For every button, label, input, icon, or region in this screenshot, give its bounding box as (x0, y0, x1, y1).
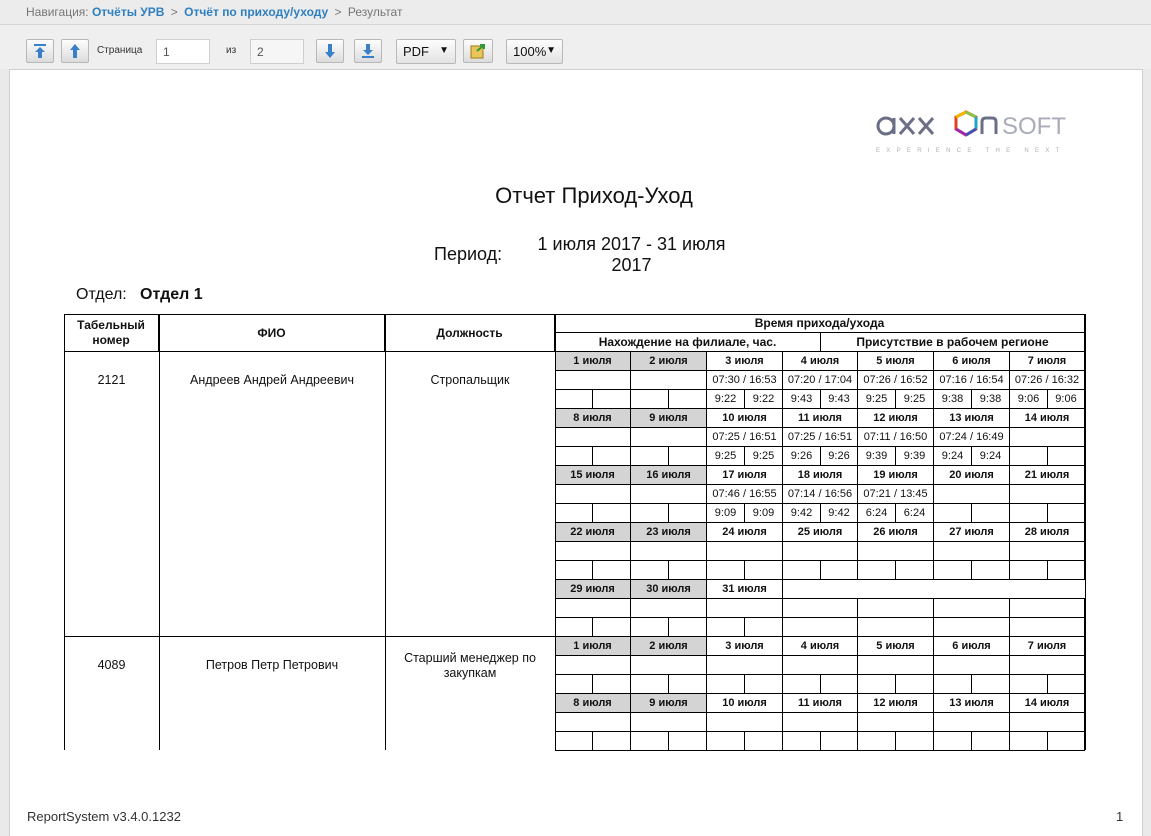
arrival-departure-cell (707, 599, 783, 618)
in-region-hours-cell: 9:42 (821, 504, 858, 523)
logo-tagline: EXPERIENCE THE NEXT (876, 148, 1066, 154)
in-region-hours-cell: 9:25 (745, 447, 783, 466)
empty-cell (934, 618, 1010, 637)
on-site-hours-cell (631, 390, 669, 409)
empty-cell (858, 618, 934, 637)
breadcrumb-prefix: Навигация: (26, 5, 89, 19)
arrival-departure-cell (555, 428, 631, 447)
day-header: 14 июля (1010, 694, 1085, 713)
employee-fio: Петров Петр Петрович (205, 658, 339, 672)
day-header: 3 июля (707, 352, 783, 371)
day-header: 20 июля (934, 466, 1010, 485)
arrival-departure-cell: 07:46 / 16:55 (707, 485, 783, 504)
arrival-departure-cell (934, 656, 1010, 675)
empty-cell (1010, 580, 1085, 599)
period-value (530, 234, 733, 276)
day-header: 2 июля (631, 352, 707, 371)
on-site-hours-cell (783, 732, 821, 751)
export-button[interactable] (463, 39, 493, 63)
on-site-hours-cell (1010, 675, 1048, 694)
of-label: из (226, 45, 237, 56)
employee-position (385, 373, 555, 388)
on-site-hours-cell: 9:42 (783, 504, 821, 523)
arrival-departure-cell (555, 542, 631, 561)
day-header: 14 июля (1010, 409, 1085, 428)
arrival-departure-cell (555, 713, 631, 732)
day-header: 27 июля (934, 523, 1010, 542)
on-site-hours-cell: 6:24 (858, 504, 896, 523)
day-header: 5 июля (858, 637, 934, 656)
arrival-departure-cell (631, 599, 707, 618)
arrival-departure-cell (1010, 485, 1085, 504)
on-site-hours-cell (555, 561, 593, 580)
day-header: 13 июля (934, 694, 1010, 713)
empty-cell (858, 599, 934, 618)
in-region-hours-cell (593, 675, 631, 694)
in-region-hours-cell (972, 732, 1010, 751)
employee-separator (64, 636, 555, 637)
in-region-hours-cell (1048, 732, 1085, 751)
last-page-icon (361, 43, 375, 59)
day-header: 6 июля (934, 352, 1010, 371)
report-toolbar (0, 25, 1151, 69)
page-label: Страница (97, 45, 143, 56)
day-header: 12 июля (858, 694, 934, 713)
axxonsoft-logo (874, 107, 1084, 157)
arrival-departure-cell (934, 713, 1010, 732)
arrival-departure-cell (1010, 656, 1085, 675)
table-column-border (555, 314, 556, 750)
in-region-hours-cell (896, 561, 934, 580)
breadcrumb-separator: > (170, 5, 178, 19)
column-header-fio: ФИО (159, 314, 385, 352)
in-region-hours-cell: 9:24 (972, 447, 1010, 466)
arrival-departure-cell: 07:20 / 17:04 (783, 371, 858, 390)
export-format-value: PDF (403, 44, 429, 59)
day-header: 19 июля (858, 466, 934, 485)
in-region-hours-cell (1048, 561, 1085, 580)
arrival-departure-cell: 07:30 / 16:53 (707, 371, 783, 390)
department-label: Отдел: (76, 286, 127, 303)
day-header: 30 июля (631, 580, 707, 599)
on-site-hours-cell: 9:26 (783, 447, 821, 466)
day-header: 26 июля (858, 523, 934, 542)
arrival-departure-cell: 07:24 / 16:49 (934, 428, 1010, 447)
in-region-hours-cell (669, 732, 707, 751)
arrival-departure-cell (783, 542, 858, 561)
in-region-hours-cell (669, 618, 707, 637)
day-header: 6 июля (934, 637, 1010, 656)
in-region-hours-cell (593, 390, 631, 409)
on-site-hours-cell (631, 447, 669, 466)
arrival-departure-cell (707, 542, 783, 561)
day-header: 21 июля (1010, 466, 1085, 485)
arrival-departure-cell (555, 485, 631, 504)
arrival-departure-cell (555, 371, 631, 390)
on-site-hours-cell (934, 732, 972, 751)
day-header: 3 июля (707, 637, 783, 656)
in-region-hours-cell (821, 561, 858, 580)
in-region-hours-cell (669, 390, 707, 409)
column-header-on-site: Нахождение на филиале, час. (555, 333, 821, 352)
export-icon (469, 42, 487, 60)
in-region-hours-cell (821, 675, 858, 694)
on-site-hours-cell (783, 675, 821, 694)
arrival-departure-cell: 07:11 / 16:50 (858, 428, 934, 447)
day-header: 4 июля (783, 637, 858, 656)
arrival-departure-cell: 07:16 / 16:54 (934, 371, 1010, 390)
on-site-hours-cell (631, 618, 669, 637)
in-region-hours-cell (669, 675, 707, 694)
table-header-bottom-border (64, 351, 555, 352)
empty-cell (783, 580, 858, 599)
arrival-departure-cell (555, 599, 631, 618)
arrow-up-icon (68, 43, 82, 59)
in-region-hours-cell: 6:24 (896, 504, 934, 523)
arrival-departure-cell (1010, 713, 1085, 732)
position-line: Стропальщик (430, 373, 510, 387)
in-region-hours-cell: 9:22 (745, 390, 783, 409)
breadcrumb-link-reports[interactable]: Отчёты УРВ (91, 5, 165, 19)
arrival-departure-cell (783, 713, 858, 732)
column-header-in-region: Присутствие в рабочем регионе (821, 333, 1085, 352)
on-site-hours-cell: 9:24 (934, 447, 972, 466)
in-region-hours-cell: 9:43 (821, 390, 858, 409)
day-header: 4 июля (783, 352, 858, 371)
on-site-hours-cell: 9:38 (934, 390, 972, 409)
on-site-hours-cell (707, 732, 745, 751)
empty-cell (1010, 618, 1085, 637)
arrival-departure-cell (631, 542, 707, 561)
in-region-hours-cell (972, 504, 1010, 523)
chevron-down-icon: ▼ (546, 45, 556, 56)
on-site-hours-cell (707, 618, 745, 637)
on-site-hours-cell (631, 675, 669, 694)
arrival-departure-cell (631, 371, 707, 390)
on-site-hours-cell (707, 675, 745, 694)
first-page-button[interactable] (26, 39, 54, 63)
on-site-hours-cell: 9:43 (783, 390, 821, 409)
in-region-hours-cell: 9:39 (896, 447, 934, 466)
day-header: 11 июля (783, 694, 858, 713)
arrow-down-icon (323, 43, 337, 59)
day-header: 25 июля (783, 523, 858, 542)
table-column-border (159, 314, 160, 750)
on-site-hours-cell (783, 561, 821, 580)
position-line: Старший менеджер по (404, 651, 536, 665)
total-pages-field (250, 39, 304, 64)
on-site-hours-cell: 9:39 (858, 447, 896, 466)
breadcrumb (26, 5, 402, 19)
header-text: Табельный (77, 317, 145, 332)
empty-cell (858, 580, 934, 599)
day-header: 24 июля (707, 523, 783, 542)
empty-cell (783, 599, 858, 618)
breadcrumb-link-report[interactable]: Отчёт по приходу/уходу (184, 5, 329, 19)
table-left-border (64, 314, 65, 750)
empty-cell (934, 599, 1010, 618)
table-column-border (385, 314, 386, 750)
day-header: 31 июля (707, 580, 783, 599)
period-value-line1: 1 июля 2017 - 31 июля (537, 234, 726, 254)
employee-position (385, 651, 555, 681)
arrival-departure-cell (858, 713, 934, 732)
day-header: 10 июля (707, 409, 783, 428)
header-text: номер (92, 332, 130, 347)
page-number: 1 (1116, 809, 1124, 824)
next-page-button[interactable] (316, 39, 344, 63)
in-region-hours-cell: 9:38 (972, 390, 1010, 409)
breadcrumb-bar (0, 0, 1151, 25)
arrival-departure-cell (631, 428, 707, 447)
in-region-hours-cell: 9:25 (896, 390, 934, 409)
arrival-departure-cell (858, 542, 934, 561)
on-site-hours-cell (555, 447, 593, 466)
in-region-hours-cell (1048, 504, 1085, 523)
in-region-hours-cell (896, 675, 934, 694)
in-region-hours-cell (745, 675, 783, 694)
on-site-hours-cell: 9:09 (707, 504, 745, 523)
export-format-select[interactable] (396, 39, 456, 64)
arrival-departure-cell (631, 713, 707, 732)
on-site-hours-cell (858, 732, 896, 751)
day-header: 7 июля (1010, 352, 1085, 371)
table-top-border (64, 314, 1086, 315)
in-region-hours-cell (669, 447, 707, 466)
in-region-hours-cell (972, 561, 1010, 580)
day-header: 11 июля (783, 409, 858, 428)
empty-cell (1010, 599, 1085, 618)
day-header: 5 июля (858, 352, 934, 371)
in-region-hours-cell (745, 732, 783, 751)
arrival-departure-cell (858, 656, 934, 675)
in-region-hours-cell (593, 447, 631, 466)
in-region-hours-cell (593, 732, 631, 751)
on-site-hours-cell (555, 675, 593, 694)
on-site-hours-cell (555, 390, 593, 409)
arrival-departure-cell (1010, 428, 1085, 447)
on-site-hours-cell (1010, 504, 1048, 523)
in-region-hours-cell (745, 618, 783, 637)
arrival-departure-cell: 07:26 / 16:52 (858, 371, 934, 390)
previous-page-button[interactable] (61, 39, 89, 63)
on-site-hours-cell: 9:25 (707, 447, 745, 466)
in-region-hours-cell (745, 561, 783, 580)
day-header: 1 июля (555, 637, 631, 656)
arrival-departure-cell (631, 485, 707, 504)
in-region-hours-cell: 9:09 (745, 504, 783, 523)
in-region-hours-cell: 9:06 (1048, 390, 1085, 409)
in-region-hours-cell (972, 675, 1010, 694)
day-header: 9 июля (631, 409, 707, 428)
day-header: 29 июля (555, 580, 631, 599)
arrival-departure-cell (555, 656, 631, 675)
on-site-hours-cell (631, 732, 669, 751)
on-site-hours-cell (934, 561, 972, 580)
breadcrumb-separator: > (334, 5, 342, 19)
column-header-tab-number (64, 314, 159, 352)
arrival-departure-cell: 07:14 / 16:56 (783, 485, 858, 504)
column-header-position: Должность (385, 314, 555, 352)
period-label: Период: (434, 244, 503, 264)
arrival-departure-cell (934, 542, 1010, 561)
day-header: 7 июля (1010, 637, 1085, 656)
on-site-hours-cell (1010, 732, 1048, 751)
in-region-hours-cell (593, 561, 631, 580)
day-header: 8 июля (555, 409, 631, 428)
arrival-departure-cell (707, 713, 783, 732)
on-site-hours-cell (555, 732, 593, 751)
on-site-hours-cell (555, 618, 593, 637)
day-header: 1 июля (555, 352, 631, 371)
in-region-hours-cell (593, 618, 631, 637)
on-site-hours-cell (1010, 561, 1048, 580)
day-header: 22 июля (555, 523, 631, 542)
employee-tab-number: 2121 (97, 373, 126, 387)
breadcrumb-current: Результат (347, 5, 403, 19)
in-region-hours-cell (593, 504, 631, 523)
day-header: 13 июля (934, 409, 1010, 428)
on-site-hours-cell (631, 504, 669, 523)
first-page-icon (33, 43, 47, 59)
in-region-hours-cell (896, 732, 934, 751)
chevron-down-icon: ▼ (439, 45, 449, 56)
arrival-departure-cell: 07:25 / 16:51 (783, 428, 858, 447)
day-header: 12 июля (858, 409, 934, 428)
on-site-hours-cell (1010, 447, 1048, 466)
on-site-hours-cell (934, 675, 972, 694)
day-header: 18 июля (783, 466, 858, 485)
in-region-hours-cell (821, 732, 858, 751)
empty-cell (783, 618, 858, 637)
day-header: 9 июля (631, 694, 707, 713)
on-site-hours-cell: 9:22 (707, 390, 745, 409)
day-header: 23 июля (631, 523, 707, 542)
last-page-button[interactable] (354, 39, 382, 63)
day-header: 17 июля (707, 466, 783, 485)
day-header: 8 июля (555, 694, 631, 713)
day-header: 28 июля (1010, 523, 1085, 542)
arrival-departure-cell (707, 656, 783, 675)
arrival-departure-cell (783, 656, 858, 675)
on-site-hours-cell (631, 561, 669, 580)
arrival-departure-cell: 07:21 / 13:45 (858, 485, 934, 504)
period-value-line2: 2017 (611, 255, 652, 275)
arrival-departure-cell (1010, 542, 1085, 561)
day-header: 16 июля (631, 466, 707, 485)
empty-cell (934, 580, 1010, 599)
day-header: 10 июля (707, 694, 783, 713)
on-site-hours-cell (707, 561, 745, 580)
report-title: Отчет Приход-Уход (495, 183, 693, 208)
arrival-departure-cell: 07:25 / 16:51 (707, 428, 783, 447)
in-region-hours-cell (669, 504, 707, 523)
arrival-departure-cell: 07:26 / 16:32 (1010, 371, 1085, 390)
on-site-hours-cell (934, 504, 972, 523)
on-site-hours-cell: 9:25 (858, 390, 896, 409)
table-right-border (1085, 314, 1086, 750)
position-line: закупкам (443, 666, 497, 680)
day-header: 2 июля (631, 637, 707, 656)
zoom-select[interactable] (506, 39, 563, 64)
report-version: ReportSystem v3.4.0.1232 (27, 809, 181, 824)
department-value: Отдел 1 (140, 286, 203, 303)
in-region-hours-cell (669, 561, 707, 580)
in-region-hours-cell (1048, 675, 1085, 694)
employee-tab-number: 4089 (97, 658, 126, 672)
on-site-hours-cell (858, 675, 896, 694)
logo-soft-text: SOFT (1002, 113, 1066, 140)
in-region-hours-cell: 9:26 (821, 447, 858, 466)
arrival-departure-cell (934, 485, 1010, 504)
on-site-hours-cell (555, 504, 593, 523)
column-header-time: Время прихода/ухода (555, 314, 1085, 333)
zoom-value: 100% (513, 44, 547, 59)
on-site-hours-cell: 9:06 (1010, 390, 1048, 409)
day-header: 15 июля (555, 466, 631, 485)
on-site-hours-cell (858, 561, 896, 580)
arrival-departure-cell (631, 656, 707, 675)
page-number-input[interactable] (156, 39, 210, 64)
in-region-hours-cell (1048, 447, 1085, 466)
employee-fio: Андреев Андрей Андреевич (190, 373, 354, 387)
